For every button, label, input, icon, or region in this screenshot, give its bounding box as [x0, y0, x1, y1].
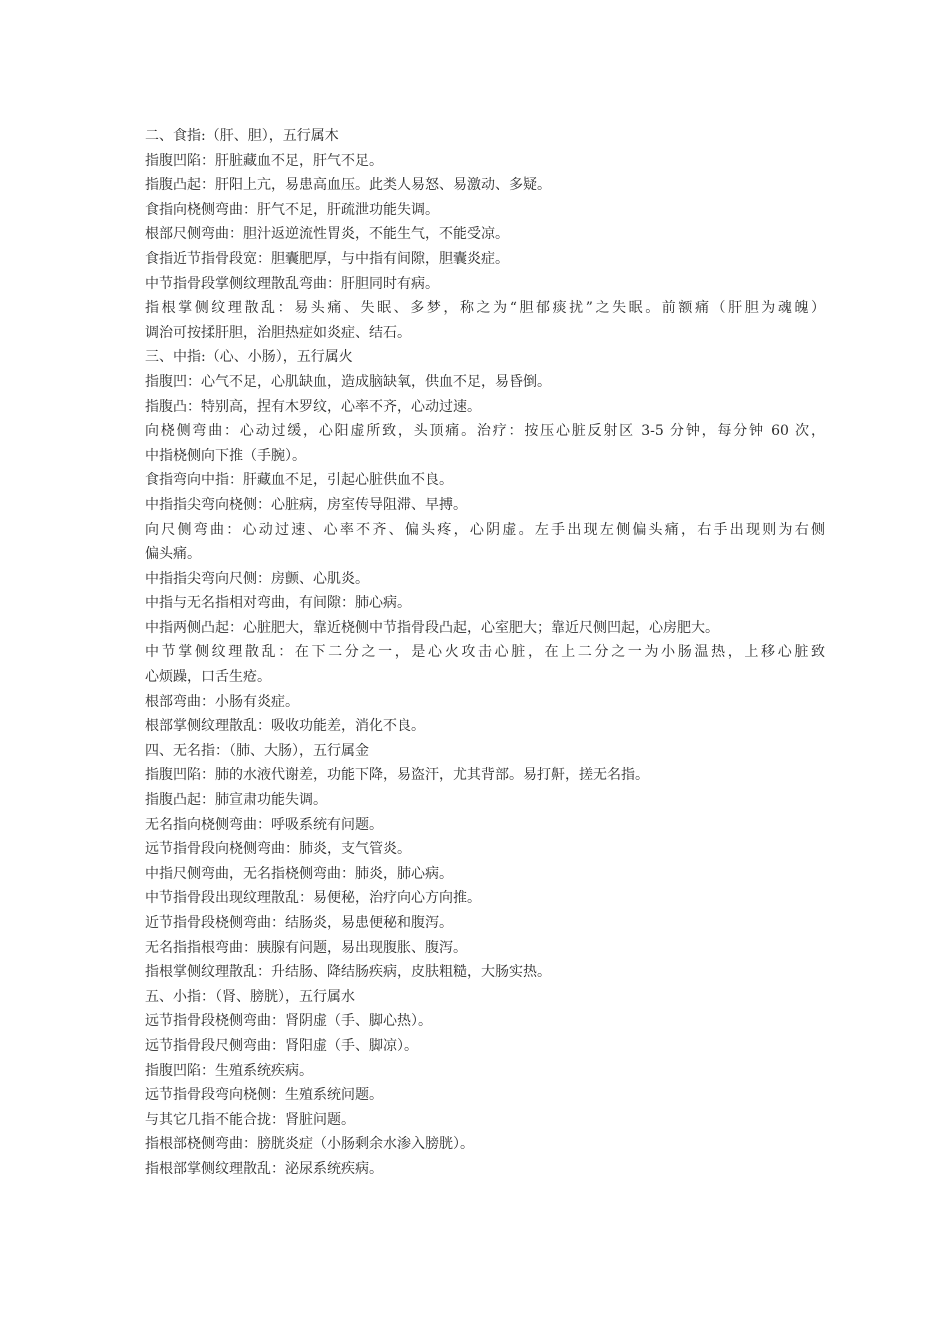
text-line: 与其它几指不能合拢：肾脏问题。 [145, 1111, 355, 1128]
text-line: 指腹凹陷：生殖系统疾病。 [145, 1062, 313, 1079]
text-line: 根部掌侧纹理散乱：吸收功能差，消化不良。 [145, 718, 425, 735]
text-line: 远节指骨段尺侧弯曲：肾阳虚（手、脚凉）。 [145, 1037, 418, 1054]
text-line: 向桡侧弯曲：心动过缓，心阳虚所致，头顶痛。治疗：按压心脏反射区 3-5 分钟，每分钟 60 次， [145, 423, 825, 440]
text-line: 远节指骨段弯向桡侧：生殖系统问题。 [145, 1087, 383, 1104]
section-heading-little-finger: 五、小指：（肾、膀胱），五行属水 [145, 988, 355, 1005]
text-line: 食指弯向中指：肝藏血不足，引起心脏供血不良。 [145, 472, 453, 489]
text-line: 无名指向桡侧弯曲：呼吸系统有问题。 [145, 816, 383, 833]
text-line: 中指指尖弯向桡侧：心脏病，房室传导阻滞、早搏。 [145, 496, 467, 513]
text-line: 中指桡侧向下推（手腕）。 [145, 447, 306, 464]
text-line: 中节指骨段出现纹理散乱：易便秘，治疗向心方向推。 [145, 890, 481, 907]
text-line: 指腹凹陷：肺的水液代谢差，功能下降，易盗汗，尤其背部。易打鼾，搓无名指。 [145, 767, 649, 784]
text-line: 中节指骨段掌侧纹理散乱弯曲：肝胆同时有病。 [145, 275, 439, 292]
text-line: 无名指指根弯曲：胰腺有问题，易出现腹胀、腹泻。 [145, 939, 467, 956]
text-line: 心烦躁，口舌生疮。 [145, 669, 271, 686]
text-line: 指根掌侧纹理散乱：易头痛、失眠、多梦，称之为“胆郁痰扰”之失眠。前额痛（肝胆为魂魄） [145, 300, 825, 317]
text-line: 指腹凹：心气不足，心肌缺血，造成脑缺氧，供血不足，易昏倒。 [145, 373, 551, 390]
section-heading-middle-finger: 三、中指:（心、小肠），五行属火 [145, 349, 353, 366]
text-line: 根部尺侧弯曲：胆汁返逆流性胃炎，不能生气，不能受凉。 [145, 226, 509, 243]
text-line: 向尺侧弯曲：心动过速、心率不齐、偏头疼，心阴虚。左手出现左侧偏头痛，右手出现则为右侧 [145, 521, 825, 538]
text-line: 指根部桡侧弯曲：膀胱炎症（小肠剩余水渗入膀胱）。 [145, 1136, 474, 1153]
text-line: 中节掌侧纹理散乱：在下二分之一，是心火攻击心脏，在上二分之一为小肠温热，上移心脏致 [145, 644, 825, 661]
text-line: 指腹凸起：肝阳上亢，易患高血压。此类人易怒、易激动、多疑。 [145, 177, 551, 194]
text-line: 偏头痛。 [145, 546, 201, 563]
text-line: 指根掌侧纹理散乱：升结肠、降结肠疾病，皮肤粗糙，大肠实热。 [145, 964, 551, 981]
text-line: 根部弯曲：小肠有炎症。 [145, 693, 299, 710]
text-line: 指腹凸：特别高，捏有木罗纹，心率不齐，心动过速。 [145, 398, 481, 415]
text-line: 指根部掌侧纹理散乱：泌尿系统疾病。 [145, 1160, 383, 1177]
text-line: 中指尺侧弯曲，无名指桡侧弯曲：肺炎，肺心病。 [145, 865, 453, 882]
text-line: 中指与无名指相对弯曲，有间隙：肺心病。 [145, 595, 411, 612]
text-line: 调治可按揉肝胆，治胆热症如炎症、结石。 [145, 324, 411, 341]
text-line: 中指指尖弯向尺侧：房颤、心肌炎。 [145, 570, 369, 587]
text-line: 中指两侧凸起：心脏肥大，靠近桡侧中节指骨段凸起，心室肥大；靠近尺侧凹起，心房肥大。 [145, 619, 719, 636]
document-body [145, 124, 825, 1182]
text-line: 食指近节指骨段宽：胆囊肥厚，与中指有间隙，胆囊炎症。 [145, 250, 509, 267]
text-line: 远节指骨段向桡侧弯曲：肺炎，支气管炎。 [145, 841, 411, 858]
section-heading-ring-finger: 四、无名指：（肺、大肠），五行属金 [145, 742, 369, 759]
text-line: 指腹凸起：肺宣肃功能失调。 [145, 792, 327, 809]
text-line: 食指向桡侧弯曲：肝气不足，肝疏泄功能失调。 [145, 201, 439, 218]
text-line: 指腹凹陷：肝脏藏血不足，肝气不足。 [145, 152, 383, 169]
section-heading-index-finger: 二、食指:（肝、胆），五行属木 [145, 128, 339, 144]
text-line: 远节指骨段桡侧弯曲：肾阴虚（手、脚心热）。 [145, 1013, 432, 1030]
text-line: 近节指骨段桡侧弯曲：结肠炎，易患便秘和腹泻。 [145, 915, 453, 931]
